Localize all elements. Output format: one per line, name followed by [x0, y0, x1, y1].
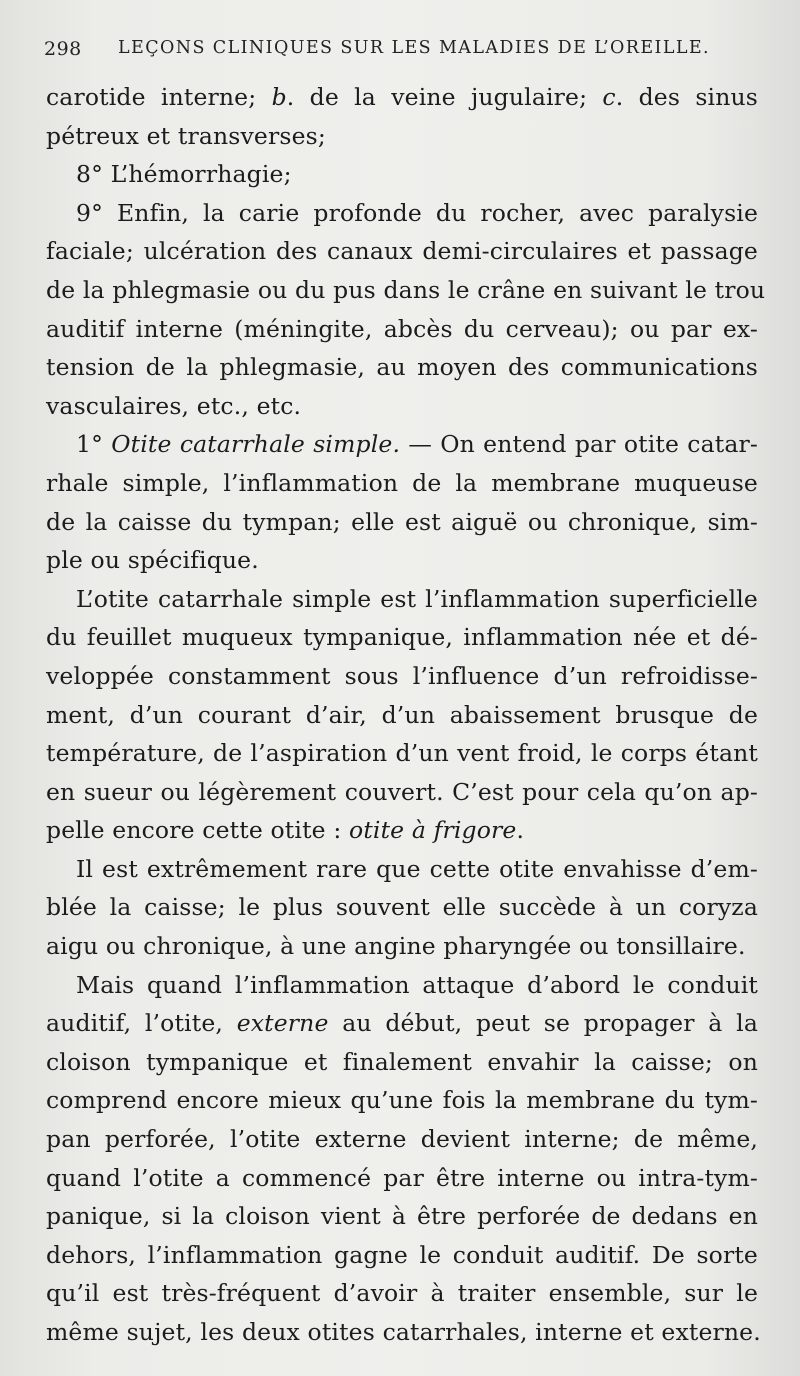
text-line	[46, 541, 758, 580]
line-text: 1°	[76, 430, 112, 459]
line-text: panique, si la cloison vient à être perforée de dedans en	[46, 1202, 758, 1231]
text-line	[46, 927, 758, 966]
text-line	[46, 1159, 758, 1198]
line-text: aigu ou chronique, à une angine pharyngée ou tonsillaire.	[46, 932, 746, 961]
line-text: même sujet, les deux otites catarrhales, interne et externe.	[46, 1318, 761, 1346]
running-title: LEÇONS CLINIQUES SUR LES MALADIES DE L’OREILLE.	[118, 38, 711, 58]
line-text: . des sinus	[615, 83, 758, 111]
line-text: auditif interne (méningite, abcès du cerveau); ou par ex-	[46, 314, 758, 343]
line-text: dehors, l’inflammation gagne le conduit auditif. De sorte	[46, 1240, 758, 1269]
text-line	[46, 464, 758, 503]
line-text: — On entend par otite catar-	[400, 430, 758, 459]
text-line	[46, 734, 758, 773]
text-line	[46, 155, 758, 194]
text-line	[46, 78, 758, 117]
line-text: auditif, l’otite,	[46, 1009, 237, 1038]
line-text: ment, d’un courant d’air, d’un abaissement brusque de	[46, 700, 758, 729]
line-text: carotide interne;	[46, 83, 272, 111]
line-text: veloppée constamment sous l’influence d’un refroidisse-	[46, 661, 758, 690]
body-text	[46, 78, 766, 1352]
text-line	[46, 232, 758, 271]
italic-text: Otite catarrhale simple.	[111, 430, 401, 459]
text-line	[46, 503, 758, 542]
line-text: de la phlegmasie ou du pus dans le crâne en suivant le trou	[46, 275, 766, 304]
line-text: L’otite catarrhale simple est l’inflammation superficielle	[76, 584, 758, 613]
text-line	[46, 348, 758, 387]
text-line	[46, 117, 758, 156]
line-text: 8° L’hémorrhagie;	[76, 160, 292, 189]
line-text: pan perforée, l’otite externe devient interne; de même,	[46, 1125, 758, 1154]
text-line	[46, 387, 758, 426]
line-text: vasculaires, etc., etc.	[46, 391, 302, 420]
text-line	[46, 1313, 761, 1352]
line-text: de la caisse du tympan; elle est aiguë ou chronique, sim-	[46, 507, 758, 536]
line-text: quand l’otite a commencé par être interne ou intra-tym-	[46, 1163, 758, 1192]
italic-text: c	[602, 83, 616, 111]
text-line	[46, 773, 758, 812]
italic-text: externe	[236, 1009, 329, 1038]
text-line	[46, 657, 758, 696]
line-text: qu’il est très-fréquent d’avoir à traiter ensemble, sur le	[46, 1279, 758, 1308]
line-text: du feuillet muqueux tympanique, inflammation née et dé-	[46, 623, 758, 652]
text-line	[46, 888, 758, 927]
text-line	[46, 310, 758, 349]
italic-text: b	[271, 83, 287, 111]
line-text: température, de l’aspiration d’un vent froid, le corps étant	[46, 739, 758, 768]
page-number: 298	[44, 38, 82, 60]
line-text: Mais quand l’inflammation attaque d’abord le conduit	[76, 970, 758, 999]
text-line	[46, 966, 758, 1005]
text-line	[46, 271, 766, 310]
line-text: Il est extrêmement rare que cette otite envahisse d’em-	[76, 854, 758, 883]
line-text: cloison tympanique et finalement envahir la caisse; on	[46, 1047, 758, 1076]
line-text: .	[516, 816, 525, 845]
text-line	[46, 425, 758, 464]
text-line	[46, 1120, 758, 1159]
line-text: 9° Enfin, la carie profonde du rocher, avec paralysie	[76, 198, 758, 227]
text-line	[46, 194, 758, 233]
line-text: blée la caisse; le plus souvent elle succède à un coryza	[46, 893, 758, 922]
line-text: au début, peut se propager à la	[328, 1009, 758, 1038]
line-text: ple ou spécifique.	[46, 546, 259, 575]
text-line	[46, 1004, 758, 1043]
line-text: pétreux et transverses;	[46, 121, 326, 150]
text-line	[46, 1197, 758, 1236]
line-text: pelle encore cette otite :	[46, 816, 350, 845]
text-line	[46, 1236, 758, 1275]
text-line	[46, 850, 758, 889]
line-text: comprend encore mieux qu’une fois la membrane du tym-	[46, 1086, 758, 1115]
line-text: en sueur ou légèrement couvert. C’est pour cela qu’on ap-	[46, 777, 758, 806]
line-text: faciale; ulcération des canaux demi-circulaires et passage	[46, 237, 758, 266]
text-line	[46, 696, 758, 735]
text-line	[46, 1043, 758, 1082]
line-text: tension de la phlegmasie, au moyen des communications	[46, 353, 758, 382]
italic-text: otite à frigore	[349, 816, 517, 845]
text-line	[46, 580, 758, 619]
text-line	[46, 618, 758, 657]
line-text: . de la veine jugulaire;	[286, 83, 603, 111]
page-header	[44, 38, 784, 66]
text-line	[46, 1274, 758, 1313]
text-line	[46, 811, 758, 850]
text-line	[46, 1081, 758, 1120]
line-text: rhale simple, l’inflammation de la membrane muqueuse	[46, 468, 758, 497]
